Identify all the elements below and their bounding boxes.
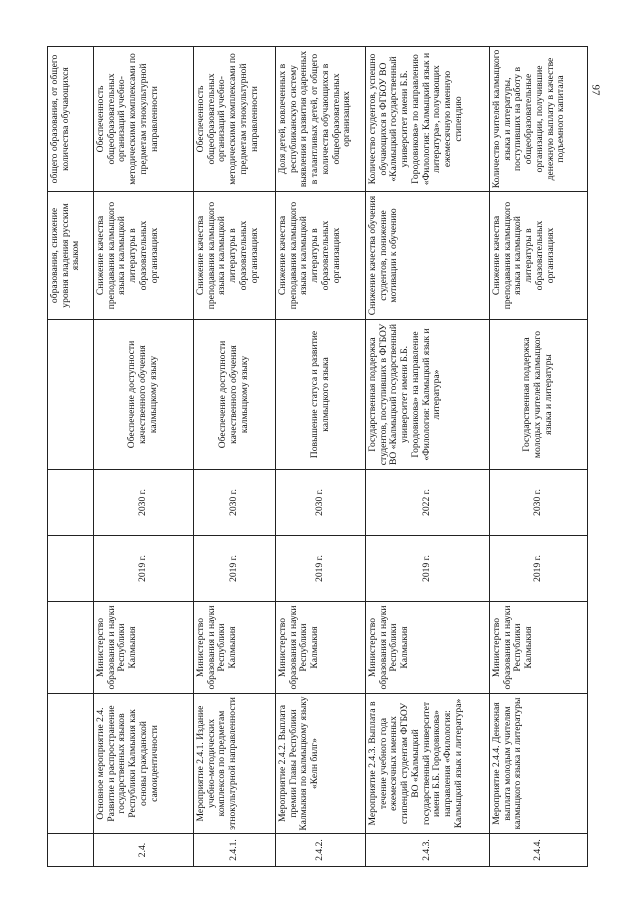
table-row: [94, 47, 194, 867]
cell-num: 2.4.2.: [276, 834, 366, 867]
cell-indicator: Количество студентов, успешно обучающихся в ФГБОУ ВО «Калмыцкий государственный университет имени Б.Б. Городовикова» по направлению «Филология: Калмыцкий язык и литература», получающих ежемесячную именную стипендию: [366, 47, 490, 192]
cell-event: Мероприятие 2.4.3. Выплата в течение учебного года ежемесячных именных стипендий студентам ФГБОУ ВО «Калмыцкий государственный университет имени Б.Б. Городовикова» направления «Филология: Калмыцкий язык и литература»: [366, 694, 490, 834]
cell-indicator: общего образования, от общего количества обучающихся: [48, 47, 94, 192]
cell-num: 2.4.: [94, 834, 194, 867]
cell-consequence: Снижение качества обучения студентов, понижение мотивации к обучению: [366, 192, 490, 320]
cell-start: 2019 г.: [194, 536, 276, 602]
cell-result: Обеспечение доступности качественного обучения калмыцкому языку: [194, 320, 276, 470]
page-number: 97: [589, 84, 602, 96]
cell-result: Государственная поддержка молодых учителей калмыцкого языка и литературы: [490, 320, 588, 470]
cell-result: [48, 320, 94, 470]
table-row: [194, 47, 276, 867]
cell-result: Государственная поддержка студентов, поступивших в ФГБОУ ВО «Калмыцкий государственный университет имени Б.Б. Городовикова» на направление «Филология: Калмыцкий язык и литература»: [366, 320, 490, 470]
cell-end: [48, 470, 94, 536]
table-row: [366, 47, 490, 867]
cell-event: Мероприятие 2.4.1. Издание учебно-методических комплексов по предметам этнокультурной направленности: [194, 694, 276, 834]
table-row: [48, 47, 94, 867]
cell-end: 2030 г.: [194, 470, 276, 536]
cell-executor: Министерство образования и науки Республики Калмыкия: [94, 602, 194, 694]
program-events-table: [47, 46, 588, 867]
cell-indicator: Доля детей, вовлеченных в республиканскую систему выявления и развития одаренных в талантливых детей, от общего количества обучающихся в общеобразовательных организациях: [276, 47, 366, 192]
cell-executor: Министерство образования и науки Республики Калмыкия: [366, 602, 490, 694]
cell-executor: Министерство образования и науки Республики Калмыкия: [276, 602, 366, 694]
cell-executor: [48, 602, 94, 694]
cell-start: 2019 г.: [276, 536, 366, 602]
cell-indicator: Количество учителей калмыцкого языка и литературы, поступивших на работу в общеобразовательные организации, получившие денежную выплату в качестве подъемного капитала: [490, 47, 588, 192]
cell-indicator: Обеспеченность общеобразовательных организаций учебно-методическими комплексами по предметам этнокультурной направленности: [94, 47, 194, 192]
cell-start: 2019 г.: [490, 536, 588, 602]
cell-result: Обеспечение доступности качественного обучения калмыцкому языку: [94, 320, 194, 470]
cell-num: 2.4.4.: [490, 834, 588, 867]
cell-start: 2019 г.: [366, 536, 490, 602]
cell-event: Основное мероприятие 2.4. Развитие и распространение государственных языков Республики Калмыкия как основы гражданской самоидентичности: [94, 694, 194, 834]
cell-end: 2030 г.: [490, 470, 588, 536]
cell-consequence: Снижение качества преподавания калмыцкого языка и калмыцкой литературы в образовательных организациях: [94, 192, 194, 320]
cell-executor: Министерство образования и науки Республики Калмыкия: [194, 602, 276, 694]
rotated-table-wrapper: [47, 47, 587, 867]
cell-end: 2022 г.: [366, 470, 490, 536]
cell-num: 2.4.3.: [366, 834, 490, 867]
cell-consequence: Снижение качества преподавания калмыцкого языка и калмыцкой литературы в образовательных организациях: [194, 192, 276, 320]
cell-start: 2019 г.: [94, 536, 194, 602]
cell-event: Мероприятие 2.4.2. Выплата премии Главы Республики Калмыкия по калмыцкому языку «Келн билг»: [276, 694, 366, 834]
cell-event: Мероприятие 2.4.4. Денежная выплата молодым учителям калмыцкого языка и литературы: [490, 694, 588, 834]
cell-result: Повышение статуса и развитие калмыцкого языка: [276, 320, 366, 470]
cell-executor: Министерство образования и науки Республики Калмыкия: [490, 602, 588, 694]
cell-start: [48, 536, 94, 602]
cell-consequence: Снижение качества преподавания калмыцкого языка и калмыцкой литературы в образовательных организациях: [276, 192, 366, 320]
table-row: [490, 47, 588, 867]
cell-indicator: Обеспеченность общеобразовательных организаций учебно-методическими комплексами по предметам этнокультурной направленности: [194, 47, 276, 192]
cell-num: [48, 834, 94, 867]
cell-num: 2.4.1.: [194, 834, 276, 867]
cell-consequence: образования, снижение уровня владения русским языком: [48, 192, 94, 320]
cell-end: 2030 г.: [94, 470, 194, 536]
cell-consequence: Снижение качества преподавания калмыцкого языка и калмыцкой литературы в образовательных организациях: [490, 192, 588, 320]
cell-event: [48, 694, 94, 834]
cell-end: 2030 г.: [276, 470, 366, 536]
table-row: [276, 47, 366, 867]
